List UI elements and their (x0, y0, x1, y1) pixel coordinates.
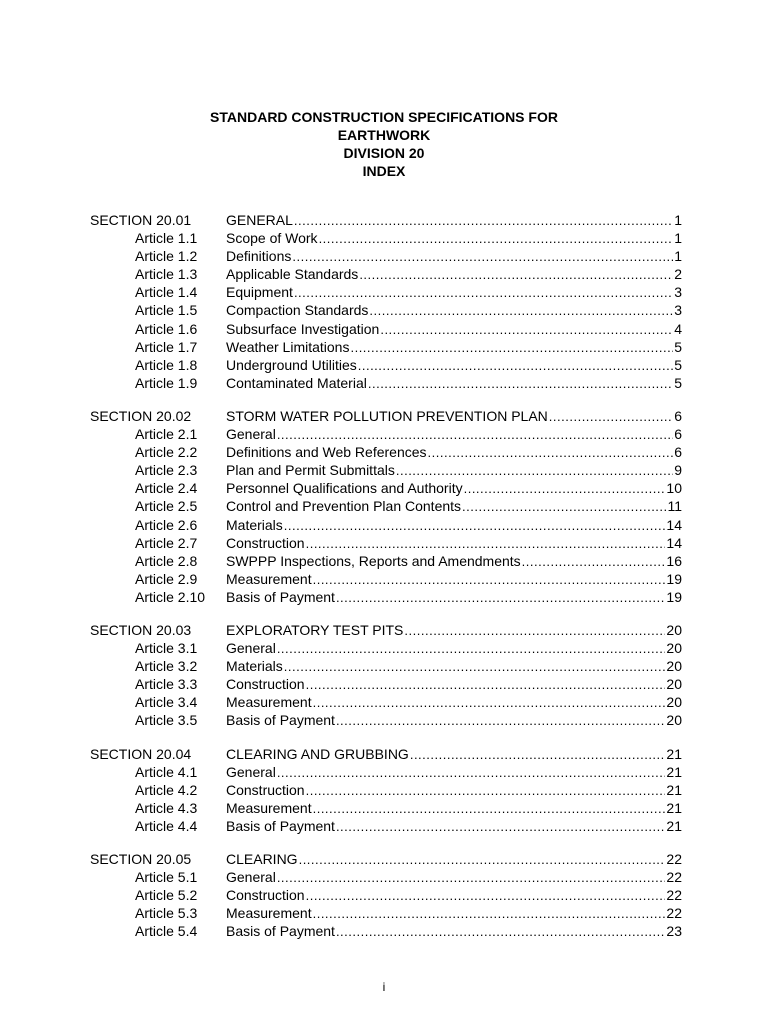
dot-leader (336, 589, 665, 607)
article-number: Article 2.10 (135, 588, 206, 605)
article-title: General (226, 869, 276, 886)
page-reference: 21 (666, 817, 682, 834)
page-reference: 21 (666, 781, 682, 798)
title-line: STANDARD CONSTRUCTION SPECIFICATIONS FOR (210, 109, 558, 125)
section-title: CLEARING (226, 851, 298, 867)
dot-leader (359, 266, 673, 284)
article-title: Measurement (226, 799, 312, 816)
page-reference: 6 (674, 444, 682, 461)
dot-leader (313, 905, 666, 923)
article-number: Article 3.4 (135, 694, 198, 711)
dot-leader (368, 375, 673, 393)
page-reference: 22 (666, 887, 682, 904)
article-number: Article 2.3 (135, 462, 198, 479)
dot-leader (313, 571, 666, 589)
article-number: Article 1.2 (135, 248, 198, 265)
dot-leader (277, 640, 666, 658)
article-number: Article 2.5 (135, 498, 198, 515)
article-title: Basis of Payment (226, 712, 335, 729)
article-number: Article 4.2 (135, 781, 198, 798)
dot-leader (299, 851, 666, 869)
title-line: EARTHWORK (337, 127, 431, 143)
page-reference: 5 (674, 338, 682, 355)
article-number: Article 1.9 (135, 374, 198, 391)
toc-article-row (90, 265, 682, 283)
dot-leader (410, 746, 666, 764)
article-number: Article 3.1 (135, 640, 198, 657)
article-title: General (226, 426, 276, 443)
article-number: Article 4.4 (135, 817, 198, 834)
toc-article-row (90, 320, 682, 338)
page-number: i (382, 980, 386, 994)
article-number: Article 1.1 (135, 230, 198, 247)
article-title: Basis of Payment (226, 588, 335, 605)
dot-leader (336, 712, 665, 730)
document-title (0, 108, 768, 180)
section-title: EXPLORATORY TEST PITS (226, 621, 404, 638)
dot-leader (336, 818, 665, 836)
dot-leader (306, 676, 666, 694)
article-title: Basis of Payment (226, 817, 335, 834)
page-reference: 21 (666, 745, 682, 762)
page-reference: 20 (666, 676, 682, 693)
section-title: STORM WATER POLLUTION PREVENTION PLAN (226, 407, 548, 424)
article-title: Materials (226, 516, 283, 533)
toc-article-row (90, 868, 682, 886)
toc-section-row (90, 850, 682, 868)
toc-section (90, 211, 682, 392)
page-reference: 9 (674, 462, 682, 479)
toc-article-row (90, 763, 682, 781)
dot-leader (522, 553, 666, 571)
dot-leader (462, 498, 666, 516)
dot-leader (428, 444, 673, 462)
article-title: Construction (226, 887, 305, 904)
article-title: Weather Limitations (226, 338, 350, 355)
toc-article-row (90, 461, 682, 479)
article-number: Article 2.7 (135, 534, 198, 551)
dot-leader (464, 480, 666, 498)
article-number: Article 1.4 (135, 284, 198, 301)
toc-article-row (90, 301, 682, 319)
page-reference: 20 (666, 621, 682, 638)
dot-leader (284, 658, 666, 676)
toc-article-row (90, 904, 682, 922)
page-reference: 10 (666, 480, 682, 497)
article-number: Article 2.6 (135, 516, 198, 533)
article-title: Materials (226, 658, 283, 675)
page-reference: 1 (674, 230, 682, 247)
toc-article-row (90, 657, 682, 675)
table-of-contents (90, 211, 682, 955)
toc-section-row (90, 621, 682, 639)
toc-article-row (90, 229, 682, 247)
page-reference: 5 (674, 374, 682, 391)
page-reference: 1 (674, 248, 682, 265)
article-number: Article 1.6 (135, 320, 198, 337)
article-number: Article 4.1 (135, 763, 198, 780)
page-reference: 4 (674, 320, 682, 337)
page-reference: 20 (666, 658, 682, 675)
toc-article-row (90, 443, 682, 461)
dot-leader (319, 230, 673, 248)
article-title: Definitions (226, 248, 292, 265)
article-number: Article 2.9 (135, 570, 198, 587)
article-title: Personnel Qualifications and Authority (226, 480, 463, 497)
page-reference: 19 (666, 588, 682, 605)
section-title: GENERAL (226, 212, 293, 228)
page-reference: 23 (666, 923, 682, 940)
dot-leader (313, 800, 666, 818)
section-number: SECTION 20.02 (90, 407, 192, 424)
dot-leader (277, 869, 666, 887)
dot-leader (313, 694, 666, 712)
dot-leader (396, 462, 673, 480)
page-reference: 16 (666, 552, 682, 569)
toc-article-row (90, 534, 682, 552)
page-reference: 20 (666, 640, 682, 657)
toc-article-row (90, 588, 682, 606)
section-title: CLEARING AND GRUBBING (226, 745, 409, 762)
dot-leader (292, 248, 673, 266)
toc-article-row (90, 374, 682, 392)
article-title: Subsurface Investigation (226, 320, 380, 337)
article-title: Measurement (226, 570, 312, 587)
article-title: Plan and Permit Submittals (226, 462, 395, 479)
article-number: Article 2.1 (135, 426, 198, 443)
dot-leader (358, 357, 673, 375)
article-title: Construction (226, 676, 305, 693)
page-reference: 1 (674, 212, 682, 228)
toc-article-row (90, 283, 682, 301)
dot-leader (294, 284, 673, 302)
page-reference: 19 (666, 570, 682, 587)
dot-leader (306, 782, 666, 800)
section-number: SECTION 20.03 (90, 621, 192, 638)
page-reference: 22 (666, 905, 682, 922)
page-reference: 14 (666, 516, 682, 533)
toc-article-row (90, 425, 682, 443)
article-number: Article 5.2 (135, 887, 198, 904)
dot-leader (284, 517, 666, 535)
dot-leader (404, 622, 665, 640)
article-title: Measurement (226, 905, 312, 922)
toc-article-row (90, 817, 682, 835)
page-reference: 14 (666, 534, 682, 551)
article-title: Definitions and Web References (226, 444, 427, 461)
toc-section (90, 850, 682, 940)
toc-article-row (90, 479, 682, 497)
toc-article-row (90, 675, 682, 693)
article-title: Measurement (226, 694, 312, 711)
toc-article-row (90, 886, 682, 904)
toc-article-row (90, 693, 682, 711)
dot-leader (380, 321, 673, 339)
page-reference: 21 (666, 763, 682, 780)
article-number: Article 5.1 (135, 869, 198, 886)
page-reference: 5 (674, 356, 682, 373)
dot-leader (306, 535, 666, 553)
article-title: Basis of Payment (226, 923, 335, 940)
toc-article-row (90, 799, 682, 817)
page-reference: 20 (666, 694, 682, 711)
dot-leader (549, 408, 673, 426)
section-number: SECTION 20.04 (90, 745, 192, 762)
article-title: Contaminated Material (226, 374, 367, 391)
toc-section-row (90, 407, 682, 425)
dot-leader (306, 887, 666, 905)
article-title: Scope of Work (226, 230, 318, 247)
toc-article-row (90, 639, 682, 657)
toc-article-row (90, 711, 682, 729)
toc-article-row (90, 497, 682, 515)
toc-section-row (90, 211, 682, 229)
page-reference: 11 (667, 498, 682, 515)
section-number: SECTION 20.01 (90, 212, 192, 228)
page-reference: 6 (674, 426, 682, 443)
toc-article-row (90, 338, 682, 356)
toc-article-row (90, 922, 682, 940)
article-title: General (226, 763, 276, 780)
toc-section-row (90, 745, 682, 763)
dot-leader (277, 426, 673, 444)
toc-article-row (90, 570, 682, 588)
article-number: Article 1.7 (135, 338, 198, 355)
article-title: Applicable Standards (226, 266, 359, 283)
article-title: Underground Utilities (226, 356, 357, 373)
dot-leader (277, 764, 666, 782)
page-reference: 22 (666, 851, 682, 867)
article-number: Article 3.3 (135, 676, 198, 693)
section-number: SECTION 20.05 (90, 851, 192, 867)
toc-section (90, 745, 682, 835)
toc-section (90, 621, 682, 730)
page-reference: 3 (674, 284, 682, 301)
page-reference: 2 (674, 266, 682, 283)
article-number: Article 3.5 (135, 712, 198, 729)
article-number: Article 2.8 (135, 552, 198, 569)
article-number: Article 1.3 (135, 266, 198, 283)
page-reference: 6 (674, 407, 682, 424)
article-number: Article 2.2 (135, 444, 198, 461)
article-number: Article 5.3 (135, 905, 198, 922)
toc-section (90, 407, 682, 606)
article-title: SWPPP Inspections, Reports and Amendments (226, 552, 521, 569)
page-reference: 22 (666, 869, 682, 886)
article-title: General (226, 640, 276, 657)
article-title: Control and Prevention Plan Contents (226, 498, 462, 515)
toc-article-row (90, 516, 682, 534)
article-number: Article 3.2 (135, 658, 198, 675)
dot-leader (369, 302, 673, 320)
toc-article-row (90, 356, 682, 374)
page-reference: 20 (666, 712, 682, 729)
title-line: DIVISION 20 (343, 145, 425, 161)
article-title: Compaction Standards (226, 302, 369, 319)
article-number: Article 5.4 (135, 923, 198, 940)
article-title: Construction (226, 781, 305, 798)
article-number: Article 1.8 (135, 356, 198, 373)
toc-article-row (90, 552, 682, 570)
page-reference: 21 (666, 799, 682, 816)
article-title: Equipment (226, 284, 293, 301)
dot-leader (336, 923, 665, 941)
article-number: Article 2.4 (135, 480, 198, 497)
title-line: INDEX (362, 163, 406, 179)
dot-leader (350, 339, 673, 357)
toc-article-row (90, 247, 682, 265)
page-reference: 3 (674, 302, 682, 319)
article-number: Article 4.3 (135, 799, 198, 816)
dot-leader (294, 212, 673, 230)
toc-article-row (90, 781, 682, 799)
article-title: Construction (226, 534, 305, 551)
article-number: Article 1.5 (135, 302, 198, 319)
